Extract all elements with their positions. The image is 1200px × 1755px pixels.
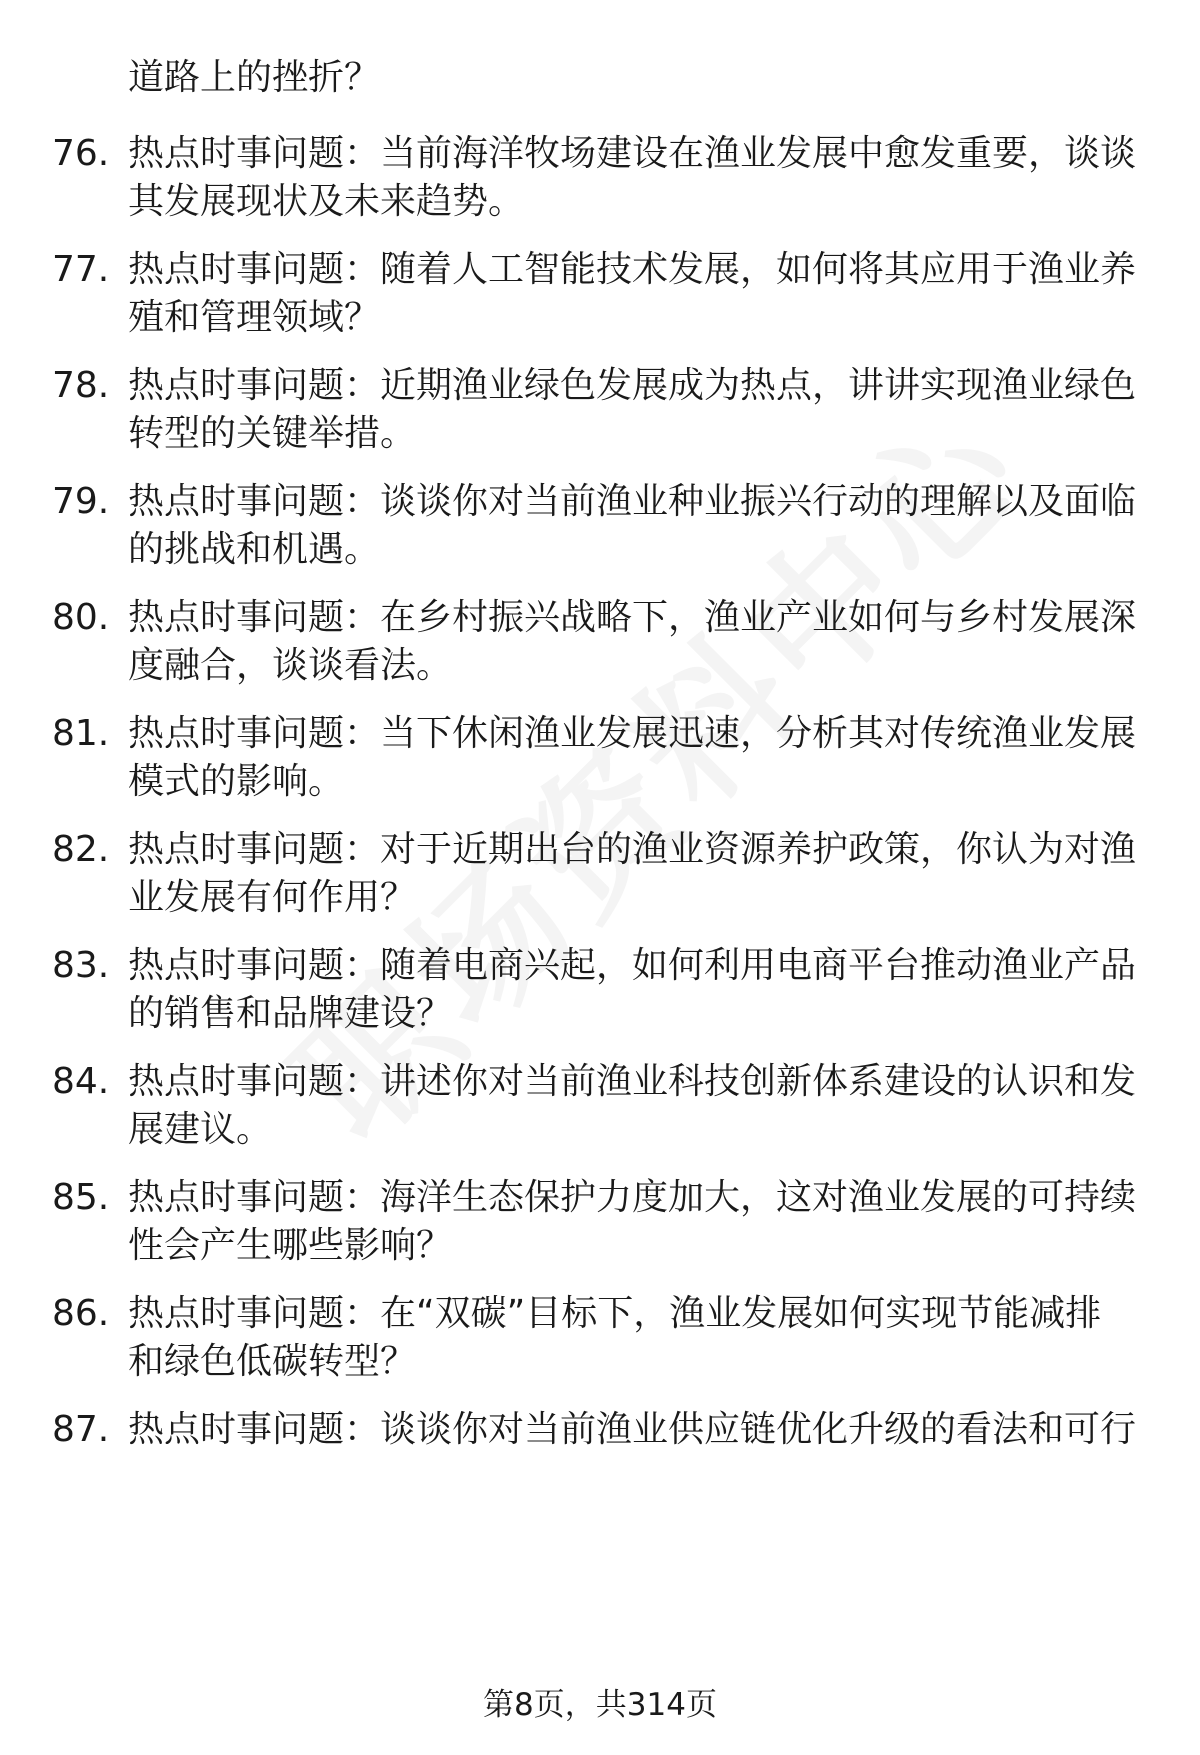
item-number: 82.: [52, 829, 110, 870]
item-text-line: 热点时事问题：对于近期出台的渔业资源养护政策，你认为对渔: [128, 829, 1137, 870]
item-text: [128, 362, 1148, 458]
item-text-line: 其发展现状及未来趋势。: [128, 181, 525, 222]
item-number: 86.: [52, 1293, 110, 1334]
item-text-line: 模式的影响。: [128, 761, 345, 802]
item-text-line: 的挑战和机遇。: [128, 529, 381, 570]
item-text-line: 殖和管理领域？: [128, 297, 381, 338]
item-number: 85.: [52, 1177, 110, 1218]
item-text: [128, 710, 1148, 806]
item-number: 84.: [52, 1061, 110, 1102]
item-text-line: 度融合，谈谈看法。: [128, 645, 453, 686]
item-text: [128, 1174, 1148, 1270]
item-text-line: 热点时事问题：当下休闲渔业发展迅速，分析其对传统渔业发展: [128, 713, 1137, 754]
item-text-line: 热点时事问题：谈谈你对当前渔业供应链优化升级的看法和可行: [128, 1409, 1137, 1450]
item-text: [128, 942, 1148, 1038]
item-text: [128, 246, 1148, 342]
item-text-line: 热点时事问题：随着电商兴起，如何利用电商平台推动渔业产品: [128, 945, 1137, 986]
item-text-line: 热点时事问题：随着人工智能技术发展，如何将其应用于渔业养: [128, 249, 1137, 290]
page-footer: 第8页，共314页: [483, 1687, 717, 1723]
item-text-line: 热点时事问题：讲述你对当前渔业科技创新体系建设的认识和发: [128, 1061, 1137, 1102]
item-text-line: 性会产生哪些影响？: [128, 1225, 453, 1266]
item-text: [128, 1406, 1148, 1454]
item-text-line: 展建议。: [128, 1109, 273, 1150]
item-number: 87.: [52, 1409, 110, 1450]
item-text-line: 和绿色低碳转型？: [128, 1341, 417, 1382]
item-text: [128, 1058, 1148, 1154]
item-number: 77.: [52, 249, 110, 290]
item-text-line: 热点时事问题：近期渔业绿色发展成为热点，讲讲实现渔业绿色: [128, 365, 1137, 406]
item-number: 81.: [52, 713, 110, 754]
item-text-line: 业发展有何作用？: [128, 877, 417, 918]
item-text: [128, 594, 1148, 690]
item-number: 83.: [52, 945, 110, 986]
item-number: 80.: [52, 597, 110, 638]
item-text: [128, 478, 1148, 574]
item-text-line: 热点时事问题：海洋生态保护力度加大，这对渔业发展的可持续: [128, 1177, 1137, 1218]
item-text-line: 转型的关键举措。: [128, 413, 417, 454]
continuation-line: 道路上的挫折？: [128, 57, 381, 98]
item-text-line: 热点时事问题：当前海洋牧场建设在渔业发展中愈发重要，谈谈: [128, 133, 1137, 174]
item-text: [128, 826, 1148, 922]
item-number: 76.: [52, 133, 110, 174]
item-text-line: 热点时事问题：谈谈你对当前渔业种业振兴行动的理解以及面临: [128, 481, 1137, 522]
item-text-line: 热点时事问题：在“双碳”目标下，渔业发展如何实现节能减排: [128, 1293, 1102, 1334]
item-number: 79.: [52, 481, 110, 522]
item-text: [128, 130, 1148, 226]
item-number: 78.: [52, 365, 110, 406]
item-text: [128, 1290, 1148, 1386]
item-text-line: 热点时事问题：在乡村振兴战略下，渔业产业如何与乡村发展深: [128, 597, 1137, 638]
item-text-line: 的销售和品牌建设？: [128, 993, 453, 1034]
